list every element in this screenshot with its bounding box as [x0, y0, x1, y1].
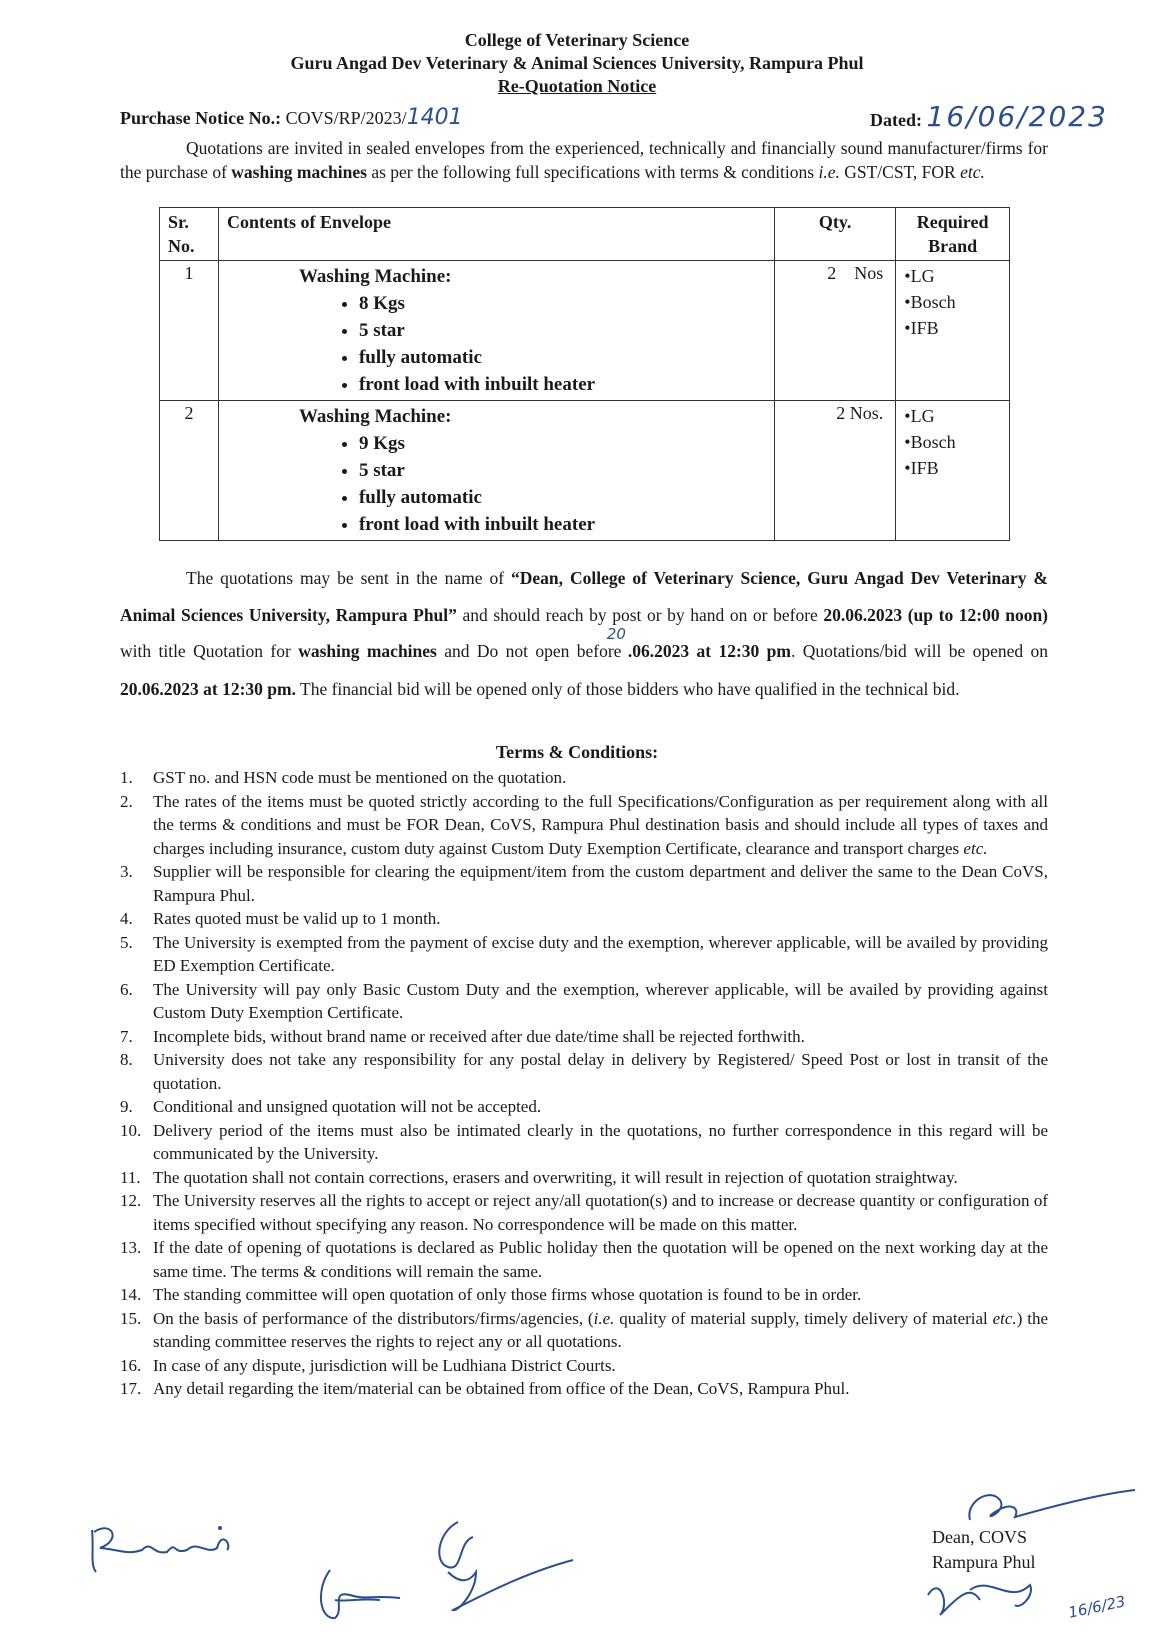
term-item: 17. Any detail regarding the item/material can be obtained from office of the Dean, CoVS, Rampura Phul.: [120, 1379, 850, 1398]
table-header-row: [160, 208, 1010, 261]
purchase-notice-value: COVS/RP/2023/: [285, 108, 407, 128]
term-item: 3. Supplier will be responsible for clearing the equipment/item from the custom department and deliver the same to the Dean CoVS, Rampura Phul.: [120, 862, 1048, 905]
specification-table: [159, 207, 1010, 541]
feature-item: • fully automatic: [359, 344, 766, 371]
feature-list: [299, 290, 766, 398]
para-text-6: The financial bid will be opened only of those bidders who have qualified in the technical bid.: [295, 678, 960, 699]
signature-title: Dean, COVS: [932, 1527, 1027, 1547]
brand-item: • IFB: [904, 315, 1001, 341]
feature-item: • 5 star: [359, 457, 766, 484]
para-bold-5: 20.06.2023 at 12:30 pm.: [120, 678, 296, 699]
term-item: 9. Conditional and unsigned quotation will not be accepted.: [120, 1097, 542, 1116]
dated-handwritten: 16/06/2023: [926, 100, 1108, 133]
submission-paragraph: [120, 560, 1048, 707]
header-brand: Required Brand: [896, 208, 1010, 261]
brand-item: • IFB: [904, 455, 1001, 481]
terms-list: [120, 766, 1048, 1401]
intro-text-1: Quotations are invited in sealed envelopes from the experienced, technically and financially sound manufacturer/firms for the purchase of: [120, 138, 1048, 182]
notice-type: Re-Quotation Notice: [497, 76, 657, 96]
term-item: 12. The University reserves all the rights to accept or reject any/all quotation(s) and to increase or decrease quantity or configuration of items specified without specifying any reason. No correspondence will be made on this matter.: [120, 1191, 1048, 1234]
intro-text-3: GST/CST, FOR: [839, 162, 961, 182]
feature-item: • 9 Kgs: [359, 430, 766, 457]
dean-initials-signature: [920, 1565, 1080, 1625]
term-item: 10. Delivery period of the items must also be intimated clearly in the quotations, no further correspondence in this regard will be communicated by the University.: [120, 1120, 1048, 1163]
intro-paragraph: [120, 136, 1048, 184]
header-qty: Qty.: [775, 208, 896, 261]
table-row: [160, 401, 1010, 541]
para-text-2: and should reach by post or by hand on or before: [456, 604, 824, 625]
table-row: [160, 261, 1010, 401]
feature-list: [299, 430, 766, 538]
term-item: 15. On the basis of performance of the distributors/firms/agencies, (i.e. quality of material supply, timely delivery of material etc.) the standing committee reserves the rights to reject any or all quotations.: [120, 1308, 1048, 1351]
brand-item: • Bosch: [904, 429, 1001, 455]
row-contents: [218, 261, 774, 401]
para-bold-4: .06.2023 at 12:30 pm: [627, 641, 791, 661]
brand-item: • Bosch: [904, 289, 1001, 315]
term-item: 1. GST no. and HSN code must be mentioned on the quotation.: [120, 768, 567, 787]
para-text-3: with title Quotation for: [120, 641, 299, 661]
intro-etc: etc.: [960, 162, 985, 182]
brand-item: • LG: [904, 263, 1001, 289]
committee-signature-2: [310, 1540, 410, 1630]
university-name: Guru Angad Dev Veterinary & Animal Sciences University, Rampura Phul: [290, 53, 864, 73]
row-qty: 2 Nos: [775, 261, 896, 401]
term-item: 14. The standing committee will open quotation of only those firms whose quotation is found to be in order.: [120, 1285, 862, 1304]
feature-item: • front load with inbuilt heater: [359, 511, 766, 538]
purchase-notice-number: [120, 105, 463, 130]
terms-title: Terms & Conditions:: [495, 742, 659, 762]
row-sr: 2: [160, 401, 219, 541]
purchase-notice-handwritten: 1401: [406, 105, 463, 130]
purchase-notice-label: Purchase Notice No.:: [120, 108, 282, 128]
term-item: 16. In case of any dispute, jurisdiction will be Ludhiana District Courts.: [120, 1355, 616, 1375]
committee-signature-3: [428, 1512, 588, 1622]
feature-item: • 8 Kgs: [359, 290, 766, 317]
term-item: 13. If the date of opening of quotations is declared as Public holiday then the quotation will be opened on the next working day at the same time. The terms & conditions will remain the same.: [120, 1238, 1048, 1281]
college-name: College of Veterinary Science: [464, 30, 690, 50]
committee-signature-pallavi: [82, 1510, 252, 1580]
term-item: 7. Incomplete bids, without brand name or received after due date/time shall be rejected forthwith.: [120, 1026, 805, 1046]
header-contents: Contents of Envelope: [218, 208, 774, 261]
feature-item: • front load with inbuilt heater: [359, 371, 766, 398]
para-text-4: and Do not open before: [436, 641, 629, 661]
term-item: 6. The University will pay only Basic Custom Duty and the exemption, wherever applicable, will be availed by providing against Custom Duty Exemption Certificate.: [120, 979, 1048, 1022]
signature-handwritten-date: 16/6/23: [1066, 1592, 1128, 1622]
para-bold-1: “Dean, College of Veterinary Science, Guru Angad Dev Veterinary & Animal Sciences University, Rampura Phul”: [120, 568, 1048, 625]
row-brands: [896, 261, 1010, 401]
intro-text-2: as per the following full specifications with terms & conditions: [366, 162, 819, 182]
signature-place: Rampura Phul: [932, 1552, 1036, 1572]
para-handwritten-day: 20: [606, 625, 626, 643]
term-item: 5. The University is exempted from the payment of excise duty and the exemption, wherever applicable, will be availed by providing ED Exemption Certificate.: [120, 932, 1048, 975]
row-contents: [218, 401, 774, 541]
term-item: 2. The rates of the items must be quoted strictly according to the full Specifications/Configuration as per requirement along with all the terms & conditions and must be FOR Dean, CoVS, Rampura Phul destination basis and should include all types of taxes and charges including insurance, custom duty against Custom Duty Exemption Certificate, clearance and transport charges etc.: [120, 791, 1048, 858]
para-bold-3: washing machines: [298, 641, 437, 661]
intro-bold: washing machines: [231, 162, 367, 182]
intro-ie: i.e.: [818, 162, 840, 182]
feature-item: • 5 star: [359, 317, 766, 344]
dated-label: Dated:: [870, 110, 922, 130]
para-text-5: . Quotations/bid will be opened on: [790, 641, 1048, 661]
term-item: 11. The quotation shall not contain corrections, erasers and overwriting, it will result in rejection of quotation straightway.: [120, 1167, 958, 1187]
feature-item: • fully automatic: [359, 484, 766, 511]
row-sr: 1: [160, 261, 219, 401]
header-sr: Sr. No.: [160, 208, 219, 261]
row-brands: [896, 401, 1010, 541]
para-bold-2: 20.06.2023 (up to 12:00 noon): [823, 604, 1049, 625]
para-text-1: The quotations may be sent in the name of: [186, 568, 512, 588]
term-item: 8. University does not take any responsibility for any postal delay in delivery by Registered/ Speed Post or lost in transit of the quotation.: [120, 1050, 1048, 1093]
dated: [870, 100, 1108, 133]
brand-item: • LG: [904, 403, 1001, 429]
row-qty: 2 Nos.: [775, 401, 896, 541]
item-title: Washing Machine:: [298, 406, 452, 427]
notice-title: [0, 76, 1154, 97]
term-item: 4. Rates quoted must be valid up to 1 month.: [120, 909, 441, 928]
item-title: Washing Machine:: [298, 266, 452, 287]
